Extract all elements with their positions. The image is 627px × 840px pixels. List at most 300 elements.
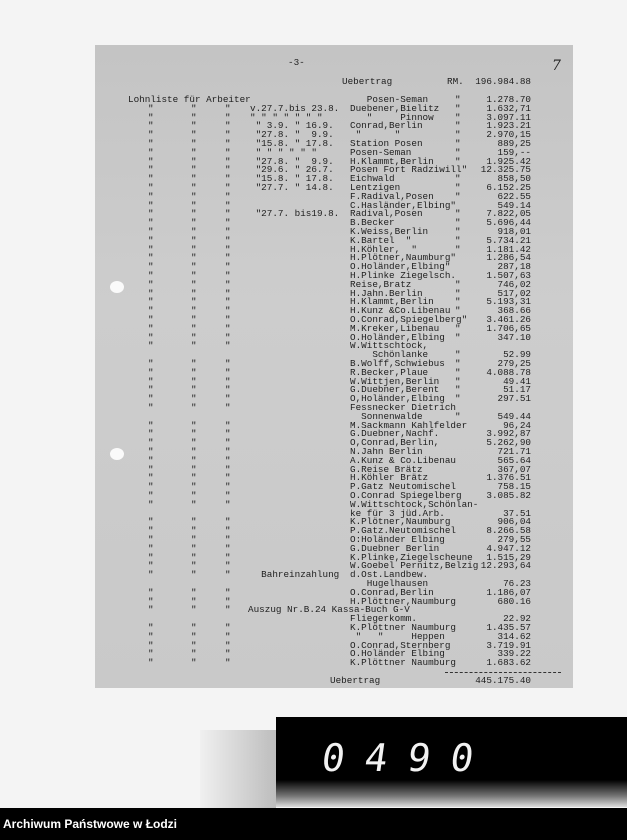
- row-amount: 1.925.42: [486, 155, 531, 167]
- carry-in-label: Uebertrag: [342, 76, 393, 87]
- row-payee: Fliegerkomm.: [350, 613, 417, 625]
- ditto-mark: ": [148, 604, 154, 616]
- ditto-mark: ": [148, 490, 154, 501]
- ditto-mark: ": [191, 525, 197, 537]
- row-amount: 918,01: [497, 226, 531, 237]
- ditto-mark: ": [191, 498, 197, 510]
- ditto-mark: ": [191, 595, 197, 607]
- row-amount: 1.278.70: [486, 94, 531, 105]
- row-payee: K.Weiss,Berlin: [350, 226, 429, 237]
- ditto-mark: ": [191, 270, 197, 281]
- row-amount: 1.632,71: [486, 102, 531, 114]
- ditto-mark: ": [148, 322, 154, 334]
- row-period: Bahreinzahlung: [250, 569, 340, 581]
- row-payee: H.Kunz &Co.Libenau: [350, 305, 451, 317]
- ditto-mark: ": [191, 146, 197, 158]
- ditto-mark: ": [225, 190, 231, 202]
- ditto-mark: ": [191, 630, 197, 642]
- ditto-mark: ": [148, 278, 154, 290]
- row-amount: 549.44: [497, 410, 531, 422]
- row-amount: 1.923.21: [486, 120, 531, 132]
- ditto-mark: ": [225, 340, 231, 352]
- row-payee: O.Holänder,Elbing: [350, 331, 445, 343]
- row-payee: W.Wittjen,Berlin: [350, 375, 440, 387]
- row-amount: 5.696,44: [486, 217, 531, 229]
- row-amount: 37.51: [503, 507, 531, 519]
- row-amount: 314.62: [497, 630, 531, 642]
- handwritten-number: 7: [552, 58, 561, 74]
- row-amount: 565.64: [497, 454, 531, 466]
- row-payee: " ": [350, 129, 401, 141]
- row-ditto-mark: ": [455, 94, 461, 105]
- row-payee: H.Plöttner,Naumburg: [350, 595, 457, 607]
- row-payee: M.Kreker,Libenau: [350, 322, 440, 334]
- carry-in-amount: 196.984.88: [475, 76, 531, 87]
- ditto-mark: ": [191, 129, 197, 141]
- ditto-mark: ": [191, 287, 197, 299]
- ditto-mark: ": [225, 490, 231, 501]
- ditto-mark: ": [225, 586, 231, 598]
- ditto-mark: ": [148, 595, 154, 607]
- row-amount: 159,--: [497, 146, 531, 158]
- row-ditto-mark: ": [455, 322, 461, 334]
- row-amount: 1.515,29: [486, 551, 531, 563]
- row-payee: K.Plötner,Naumburg: [350, 516, 451, 528]
- row-payee: O.Conrad,Spiegelberg": [350, 314, 468, 325]
- row-payee: Posen Fort Radziwill": [350, 164, 468, 176]
- ditto-mark: ": [191, 446, 197, 457]
- row-amount: 49.41: [503, 375, 531, 387]
- row-payee: B.Wolff,Schwiebus: [350, 358, 445, 369]
- ditto-mark: ": [148, 358, 154, 369]
- row-payee: H.Köhler, ": [350, 243, 417, 255]
- row-amount: 368.66: [497, 305, 531, 317]
- row-amount: 2.970,15: [486, 129, 531, 141]
- row-period: "15.8. " 17.8.: [250, 173, 334, 185]
- ditto-mark: ": [191, 657, 197, 669]
- row-amount: 5.262,90: [486, 437, 531, 449]
- ditto-mark: ": [191, 296, 197, 308]
- ditto-mark: ": [191, 402, 197, 413]
- ditto-mark: ": [225, 278, 231, 290]
- row-ditto-mark: ": [455, 358, 461, 369]
- ditto-mark: ": [225, 639, 231, 651]
- row-amount: 1.507,63: [486, 270, 531, 281]
- ditto-mark: ": [148, 226, 154, 237]
- ditto-mark: ": [148, 190, 154, 202]
- ditto-mark: ": [148, 340, 154, 352]
- ditto-mark: ": [225, 314, 231, 325]
- ditto-mark: ": [148, 384, 154, 396]
- row-amount: 906,04: [497, 516, 531, 528]
- ditto-mark: ": [225, 287, 231, 299]
- ditto-mark: ": [148, 393, 154, 405]
- row-amount: 5.193,31: [486, 296, 531, 308]
- ditto-mark: ": [225, 173, 231, 185]
- ditto-mark: ": [225, 419, 231, 431]
- ditto-mark: ": [225, 446, 231, 457]
- page-marker: -3-: [288, 57, 305, 68]
- row-period: Auszug Nr.B.24 Kassa-Buch G-V: [248, 604, 410, 616]
- ditto-mark: ": [191, 428, 197, 440]
- ditto-mark: ": [191, 190, 197, 202]
- ditto-mark: ": [225, 199, 231, 211]
- ditto-mark: ": [148, 173, 154, 185]
- row-amount: 889,25: [497, 138, 531, 149]
- row-amount: 339.22: [497, 648, 531, 660]
- ditto-mark: ": [225, 164, 231, 176]
- row-amount: 1.186,07: [486, 586, 531, 598]
- row-payee: Station Posen: [350, 138, 423, 149]
- row-amount: 12.293,64: [480, 560, 531, 572]
- ditto-mark: ": [191, 102, 197, 114]
- ditto-mark: ": [225, 138, 231, 149]
- ditto-mark: ": [225, 481, 231, 493]
- ditto-mark: ": [225, 252, 231, 264]
- row-amount: 8.266.58: [486, 525, 531, 537]
- row-payee: Fessnecker Dietrich: [350, 402, 457, 413]
- row-amount: 3.461.26: [486, 314, 531, 325]
- row-ditto-mark: ": [455, 366, 461, 378]
- ditto-mark: ": [148, 243, 154, 255]
- row-ditto-mark: ": [455, 393, 461, 405]
- ditto-mark: ": [225, 516, 231, 528]
- ditto-mark: ": [191, 481, 197, 493]
- archive-footer: [0, 808, 627, 840]
- ditto-mark: ": [225, 375, 231, 387]
- ditto-mark: ": [225, 534, 231, 545]
- row-ditto-mark: ": [455, 384, 461, 396]
- row-amount: 76.23: [503, 578, 531, 589]
- ditto-mark: ": [148, 569, 154, 581]
- ditto-mark: ": [148, 481, 154, 493]
- row-payee: H.Klammt,Berlin: [350, 296, 434, 308]
- row-payee: Duebener,Bielitz: [350, 102, 440, 114]
- row-payee: " " Heppen: [350, 630, 445, 642]
- ditto-mark: ": [148, 419, 154, 431]
- ditto-mark: ": [191, 252, 197, 264]
- row-payee: O.Conrad,Sternberg: [350, 639, 451, 651]
- row-payee: W.Goebel Pernitz,Belzig: [350, 560, 479, 572]
- ditto-mark: ": [148, 164, 154, 176]
- ditto-mark: ": [191, 472, 197, 484]
- ditto-mark: ": [148, 138, 154, 149]
- ditto-mark: ": [148, 657, 154, 669]
- carry-out-label: Uebertrag: [330, 675, 381, 686]
- ditto-mark: ": [225, 243, 231, 255]
- row-payee: Lentzigen: [350, 182, 401, 193]
- row-payee: G.Reise Brätz: [350, 463, 423, 475]
- row-amount: 3.992,87: [486, 428, 531, 440]
- ditto-mark: ": [148, 630, 154, 642]
- sum-divider: [445, 672, 561, 673]
- row-amount: 1.683.62: [486, 657, 531, 669]
- ditto-mark: ": [191, 622, 197, 633]
- ditto-mark: ": [225, 129, 231, 141]
- row-amount: 22.92: [503, 613, 531, 625]
- ditto-mark: ": [225, 322, 231, 334]
- row-period: "27.7. bis19.8.: [250, 208, 340, 220]
- row-amount: 5.734.21: [486, 234, 531, 246]
- ditto-mark: ": [191, 155, 197, 167]
- ditto-mark: ": [225, 560, 231, 572]
- row-amount: 858,50: [497, 173, 531, 185]
- ditto-mark: ": [191, 463, 197, 475]
- ditto-mark: ": [191, 639, 197, 651]
- ditto-mark: ": [191, 490, 197, 501]
- punch-hole: [110, 448, 124, 460]
- row-payee: N.Jahn Berlin: [350, 446, 423, 457]
- ditto-mark: ": [148, 129, 154, 141]
- ditto-mark: ": [225, 296, 231, 308]
- ditto-mark: ": [191, 331, 197, 343]
- row-payee: M.Sackmann Kahlfelder: [350, 419, 468, 431]
- frame-counter: 0490: [318, 736, 497, 780]
- row-payee: H.Plinke Ziegelsch.: [350, 270, 457, 281]
- row-amount: 96,24: [503, 419, 531, 431]
- ditto-mark: ": [148, 437, 154, 449]
- row-payee: Reise,Bratz: [350, 278, 412, 290]
- row-payee: O.Holänder,Elbing": [350, 261, 451, 273]
- ditto-mark: ": [225, 393, 231, 405]
- row-ditto-mark: ": [455, 138, 461, 149]
- ditto-mark: ": [191, 111, 197, 123]
- row-ditto-mark: ": [455, 208, 461, 220]
- row-amount: 549.14: [497, 199, 531, 211]
- row-amount: 1.376.51: [486, 472, 531, 484]
- ditto-mark: ": [148, 208, 154, 220]
- ditto-mark: ": [148, 648, 154, 660]
- ditto-mark: ": [225, 358, 231, 369]
- ditto-mark: ": [148, 498, 154, 510]
- ditto-mark: ": [191, 173, 197, 185]
- row-payee: ke für 3 jüd.Arb.: [350, 507, 445, 519]
- ditto-mark: ": [225, 622, 231, 633]
- row-payee: W.Wittschtock,: [350, 340, 429, 352]
- row-payee: Posen-Seman: [350, 94, 429, 105]
- row-amount: 279,55: [497, 534, 531, 545]
- row-payee: " Pinnow: [350, 111, 434, 123]
- row-payee: K.Bartel ": [350, 234, 412, 246]
- ditto-mark: ": [148, 366, 154, 378]
- row-payee: Conrad,Berlin: [350, 120, 423, 132]
- row-amount: 721.71: [497, 446, 531, 457]
- ditto-mark: ": [191, 384, 197, 396]
- ditto-mark: ": [225, 551, 231, 563]
- ditto-mark: ": [191, 516, 197, 528]
- row-amount: 758.15: [497, 481, 531, 493]
- ditto-mark: ": [225, 208, 231, 220]
- row-amount: 347.10: [497, 331, 531, 343]
- ditto-mark: ": [191, 604, 197, 616]
- row-period: " 3.9. " 16.9.: [250, 120, 334, 132]
- ditto-mark: ": [225, 120, 231, 132]
- row-amount: 7.822,05: [486, 208, 531, 220]
- ditto-mark: ": [148, 542, 154, 554]
- row-payee: O.Holänder Elbing: [350, 648, 445, 660]
- ditto-mark: ": [148, 586, 154, 598]
- ditto-mark: ": [225, 384, 231, 396]
- row-amount: 297.51: [497, 393, 531, 405]
- row-ditto-mark: ": [455, 129, 461, 141]
- ditto-mark: ": [191, 648, 197, 660]
- ditto-mark: ": [225, 111, 231, 123]
- row-ditto-mark: ": [455, 243, 461, 255]
- ditto-mark: ": [225, 331, 231, 343]
- row-payee: A.Kunz & Co.Libenau: [350, 454, 457, 466]
- ditto-mark: ": [148, 199, 154, 211]
- row-amount: 12.325.75: [480, 164, 531, 176]
- row-payee: H.Jahn.Berlin: [350, 287, 423, 299]
- row-period: "27.7. " 14.8.: [250, 182, 334, 193]
- row-ditto-mark: ": [455, 287, 461, 299]
- ditto-mark: ": [191, 234, 197, 246]
- row-payee: H.Plötner,Naumburg": [350, 252, 457, 264]
- ditto-mark: ": [148, 639, 154, 651]
- ditto-mark: ": [225, 402, 231, 413]
- row-payee: Hugelhausen: [350, 578, 429, 589]
- row-period: "15.8. " 17.8.: [250, 138, 334, 149]
- row-ditto-mark: ": [455, 305, 461, 317]
- row-payee: d.Ost.Landbew.: [350, 569, 429, 581]
- ditto-mark: ": [225, 472, 231, 484]
- row-payee: G.Duebner Berlin: [350, 542, 440, 554]
- row-payee: B.Becker: [350, 217, 395, 229]
- ditto-mark: ": [148, 446, 154, 457]
- ditto-mark: ": [148, 560, 154, 572]
- ditto-mark: ": [225, 217, 231, 229]
- row-payee: Schönlanke: [350, 349, 429, 361]
- row-amount: 3.085.82: [486, 490, 531, 501]
- ditto-mark: ": [191, 542, 197, 554]
- row-payee: Radival,Posen: [350, 208, 423, 220]
- row-period: " " " " " " ": [250, 111, 323, 123]
- row-amount: 6.152.25: [486, 182, 531, 193]
- row-ditto-mark: ": [455, 217, 461, 229]
- row-ditto-mark: ": [455, 375, 461, 387]
- row-payee: P.Gatz.Neutomischel: [350, 525, 457, 537]
- ditto-mark: ": [148, 331, 154, 343]
- ditto-mark: ": [148, 120, 154, 132]
- ditto-mark: ": [191, 164, 197, 176]
- row-payee: C.Hasländer,Elbing": [350, 199, 457, 211]
- ditto-mark: ": [225, 270, 231, 281]
- ditto-mark: ": [225, 305, 231, 317]
- ditto-mark: ": [191, 375, 197, 387]
- ditto-mark: ": [148, 234, 154, 246]
- ditto-mark: ": [225, 261, 231, 273]
- ditto-mark: ": [225, 542, 231, 554]
- row-payee: O.Conrad Spiegelberg: [350, 490, 462, 501]
- ditto-mark: ": [191, 358, 197, 369]
- ditto-mark: ": [191, 243, 197, 255]
- ditto-mark: ": [191, 419, 197, 431]
- row-period: "27.8. " 9.9.: [250, 129, 334, 141]
- row-payee: Posen-Seman: [350, 146, 412, 158]
- ditto-mark: ": [191, 393, 197, 405]
- ditto-mark: ": [225, 630, 231, 642]
- row-ditto-mark: ": [455, 111, 461, 123]
- row-amount: 3.719.91: [486, 639, 531, 651]
- row-period: " " " " " ": [250, 146, 317, 158]
- row-ditto-mark: ": [455, 173, 461, 185]
- ditto-mark: ": [191, 182, 197, 193]
- ditto-mark: ": [148, 261, 154, 273]
- ditto-mark: ": [225, 498, 231, 510]
- row-amount: 680.16: [497, 595, 531, 607]
- row-payee: O:Holänder Elbing: [350, 534, 445, 545]
- row-payee: K.Plinke,Ziegelscheune: [350, 551, 473, 563]
- row-amount: 52.99: [503, 349, 531, 361]
- carry-in-currency: RM.: [447, 76, 464, 87]
- row-ditto-mark: ": [455, 190, 461, 202]
- row-period: "29.6. " 26.7.: [250, 164, 334, 176]
- ditto-mark: ": [148, 252, 154, 264]
- ditto-mark: ": [148, 111, 154, 123]
- ditto-mark: ": [191, 560, 197, 572]
- row-payee: O,Holänder,Elbing: [350, 393, 445, 405]
- ditto-mark: ": [148, 516, 154, 528]
- row-amount: 4.088.78: [486, 366, 531, 378]
- ditto-mark: ": [191, 199, 197, 211]
- ditto-mark: ": [191, 586, 197, 598]
- row-period: "27.8. " 9.9.: [250, 155, 334, 167]
- ditto-mark: ": [225, 569, 231, 581]
- list-heading: Lohnliste für Arbeiter: [128, 94, 251, 105]
- row-payee: K.Plöttner Naumburg: [350, 657, 457, 669]
- ditto-mark: ": [191, 305, 197, 317]
- ditto-mark: ": [191, 322, 197, 334]
- ditto-mark: ": [148, 314, 154, 325]
- row-payee: H.Klammt,Berlin: [350, 155, 434, 167]
- ditto-mark: ": [148, 305, 154, 317]
- ditto-mark: ": [148, 287, 154, 299]
- ditto-mark: ": [148, 428, 154, 440]
- ditto-mark: ": [148, 182, 154, 193]
- row-payee: Eichwald: [350, 173, 395, 185]
- row-ditto-mark: ": [455, 410, 461, 422]
- row-ditto-mark: ": [455, 234, 461, 246]
- ditto-mark: ": [225, 648, 231, 660]
- ditto-mark: ": [191, 569, 197, 581]
- row-amount: 287,18: [497, 261, 531, 273]
- row-ditto-mark: ": [455, 226, 461, 237]
- row-amount: 622.55: [497, 190, 531, 202]
- row-ditto-mark: ": [455, 278, 461, 290]
- ditto-mark: ": [191, 278, 197, 290]
- row-payee: W.Wittschtock,Schönlan-: [350, 498, 479, 510]
- ditto-mark: ": [148, 402, 154, 413]
- ditto-mark: ": [225, 604, 231, 616]
- ditto-mark: ": [148, 375, 154, 387]
- ditto-mark: ": [225, 182, 231, 193]
- row-ditto-mark: ": [455, 331, 461, 343]
- archive-name: Archiwum Państwowe w Łodzi: [3, 817, 178, 831]
- ditto-mark: ": [225, 226, 231, 237]
- ditto-mark: ": [225, 102, 231, 114]
- ditto-mark: ": [191, 226, 197, 237]
- ditto-mark: ": [225, 525, 231, 537]
- row-ditto-mark: ": [455, 296, 461, 308]
- ditto-mark: ": [191, 208, 197, 220]
- ditto-mark: ": [225, 463, 231, 475]
- row-payee: Sonnenwalde: [350, 410, 423, 422]
- row-amount: 1.435.57: [486, 622, 531, 633]
- row-payee: H.Köhler Brätz: [350, 472, 429, 484]
- ditto-mark: ": [148, 454, 154, 466]
- ditto-mark: ": [225, 366, 231, 378]
- ditto-mark: ": [148, 102, 154, 114]
